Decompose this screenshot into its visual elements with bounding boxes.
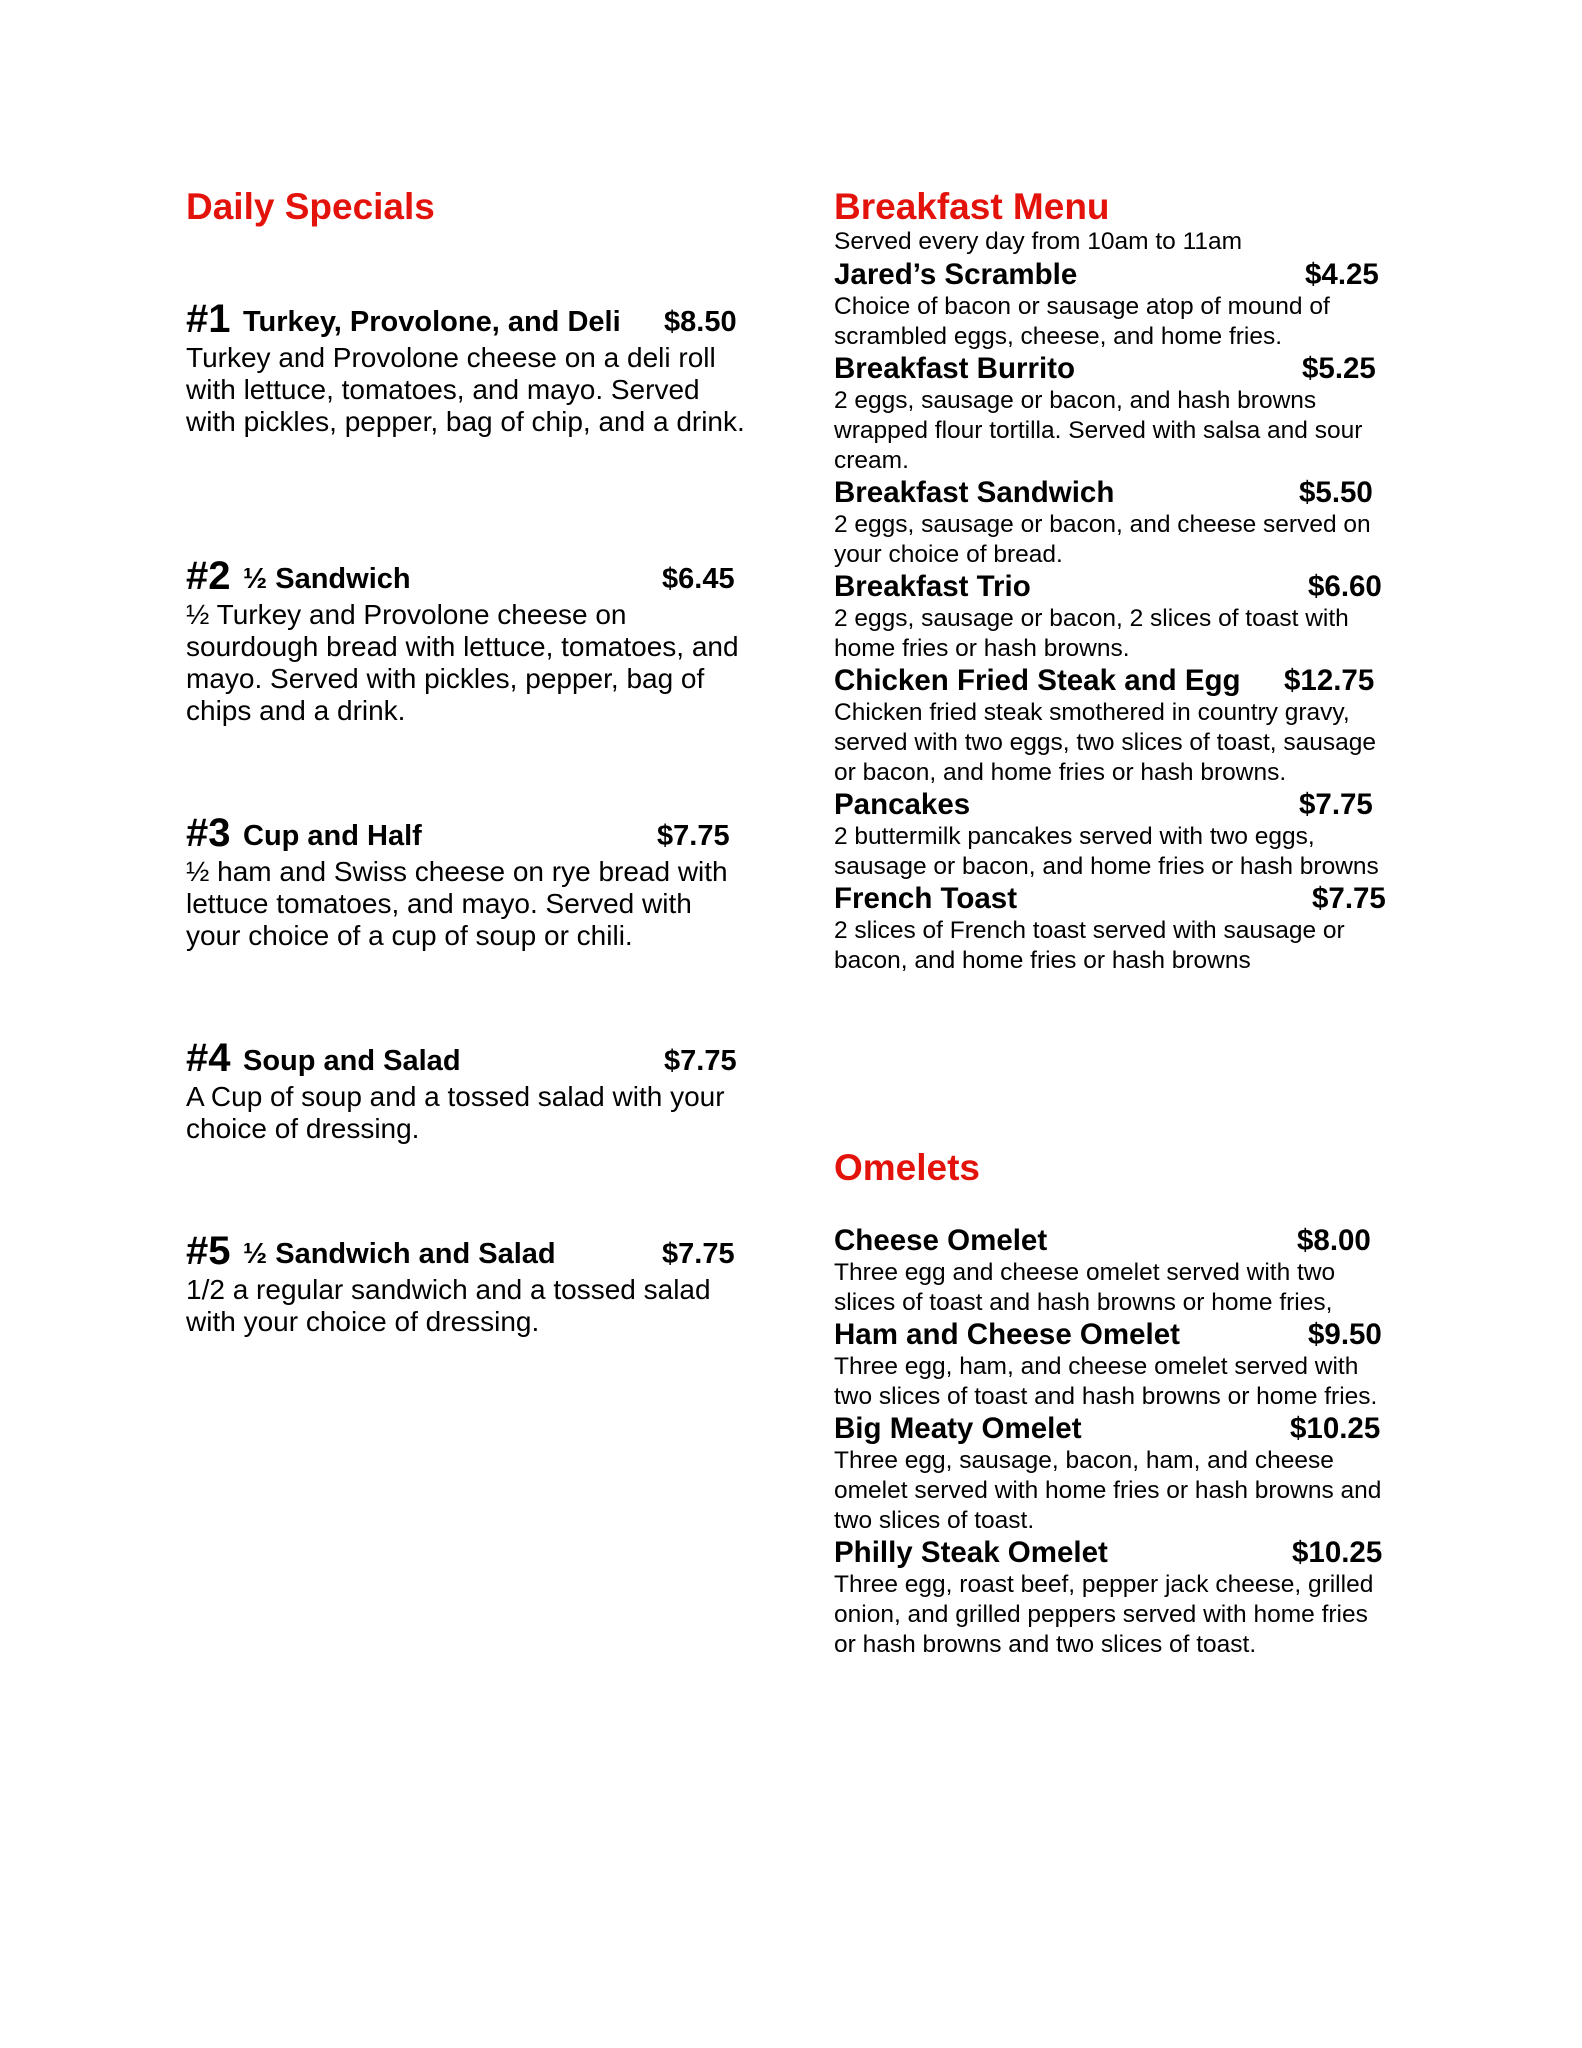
item-description: Three egg, sausage, bacon, ham, and cheese omelet served with home fries or hash browns and two slices of toast. [834, 1447, 1382, 1534]
menu-item [834, 570, 1404, 664]
item-price: $5.50 [1299, 476, 1373, 509]
menu-item [834, 882, 1404, 976]
special-number: #3 [186, 811, 231, 855]
special-name: ½ Sandwich and Salad [243, 1238, 556, 1270]
item-name: Ham and Cheese Omelet [834, 1318, 1180, 1351]
special-name: Soup and Salad [243, 1045, 461, 1077]
breakfast-hours-note: Served every day from 10am to 11am [834, 228, 1243, 255]
special-description: ½ ham and Swiss cheese on rye bread with lettuce tomatoes, and mayo. Served with your choice of a cup of soup or chili. [186, 856, 728, 951]
special-number: #5 [186, 1229, 231, 1273]
item-name: Breakfast Sandwich [834, 476, 1115, 509]
special-item-1 [186, 298, 746, 438]
item-name: Jared’s Scramble [834, 258, 1078, 291]
special-price: $8.50 [664, 306, 737, 338]
special-name: Cup and Half [243, 820, 422, 852]
special-description: Turkey and Provolone cheese on a deli roll with lettuce, tomatoes, and mayo. Served with pickles, pepper, bag of chip, and a drink. [186, 342, 745, 437]
menu-item [834, 1536, 1404, 1660]
item-price: $7.75 [1299, 788, 1373, 821]
menu-item [834, 352, 1404, 476]
item-price: $10.25 [1290, 1412, 1381, 1445]
item-name: French Toast [834, 882, 1018, 915]
item-name: Big Meaty Omelet [834, 1412, 1082, 1445]
special-description: A Cup of soup and a tossed salad with your choice of dressing. [186, 1081, 725, 1144]
item-price: $12.75 [1284, 664, 1375, 697]
special-price: $7.75 [664, 1045, 737, 1077]
item-description: 2 eggs, sausage or bacon, and hash browns wrapped flour tortilla. Served with salsa and sour cream. [834, 387, 1363, 474]
special-number: #4 [186, 1036, 231, 1080]
special-description: ½ Turkey and Provolone cheese on sourdough bread with lettuce, tomatoes, and mayo. Served with pickles, pepper, bag of chips and a drink. [186, 599, 739, 726]
omelets-list [834, 1224, 1404, 1660]
item-price: $9.50 [1308, 1318, 1382, 1351]
special-name: Turkey, Provolone, and Deli [243, 306, 621, 338]
menu-item [834, 664, 1404, 788]
menu-item [834, 1224, 1404, 1318]
item-name: Breakfast Burrito [834, 352, 1075, 385]
item-price: $6.60 [1308, 570, 1382, 603]
item-description: Three egg, roast beef, pepper jack cheese, grilled onion, and grilled peppers served with home fries or hash browns and two slices of toast. [834, 1571, 1374, 1658]
special-price: $7.75 [657, 820, 730, 852]
item-description: 2 buttermilk pancakes served with two eggs, sausage or bacon, and home fries or hash browns [834, 823, 1379, 880]
special-description: 1/2 a regular sandwich and a tossed salad with your choice of dressing. [186, 1274, 711, 1337]
menu-item [834, 258, 1404, 352]
special-item-2 [186, 555, 746, 727]
item-name: Pancakes [834, 788, 971, 821]
special-item-3 [186, 812, 746, 952]
special-item-4 [186, 1037, 746, 1145]
item-name: Breakfast Trio [834, 570, 1031, 603]
item-name: Philly Steak Omelet [834, 1536, 1108, 1569]
breakfast-menu-title: Breakfast Menu [834, 186, 1110, 227]
item-description: Three egg and cheese omelet served with two slices of toast and hash browns or home fries, [834, 1259, 1336, 1316]
special-price: $7.75 [662, 1238, 735, 1270]
item-description: Three egg, ham, and cheese omelet served with two slices of toast and hash browns or home fries. [834, 1353, 1378, 1410]
item-description: 2 eggs, sausage or bacon, and cheese served on your choice of bread. [834, 511, 1371, 568]
special-number: #1 [186, 297, 231, 341]
special-number: #2 [186, 554, 231, 598]
menu-item [834, 476, 1404, 570]
special-name: ½ Sandwich [243, 563, 411, 595]
menu-item [834, 1412, 1404, 1536]
item-price: $4.25 [1305, 258, 1379, 291]
item-price: $5.25 [1302, 352, 1376, 385]
special-price: $6.45 [662, 563, 735, 595]
item-description: 2 eggs, sausage or bacon, 2 slices of toast with home fries or hash browns. [834, 605, 1349, 662]
item-description: Choice of bacon or sausage atop of mound of scrambled eggs, cheese, and home fries. [834, 293, 1330, 350]
item-name: Cheese Omelet [834, 1224, 1048, 1257]
menu-item [834, 1318, 1404, 1412]
daily-specials-title: Daily Specials [186, 186, 435, 227]
omelets-title: Omelets [834, 1147, 981, 1188]
item-price: $10.25 [1292, 1536, 1383, 1569]
item-description: Chicken fried steak smothered in country gravy, served with two eggs, two slices of toast, sausage or bacon, and home fries or hash browns. [834, 699, 1376, 786]
item-price: $7.75 [1312, 882, 1386, 915]
item-name: Chicken Fried Steak and Egg [834, 664, 1241, 697]
item-description: 2 slices of French toast served with sausage or bacon, and home fries or hash browns [834, 917, 1345, 974]
menu-item [834, 788, 1404, 882]
item-price: $8.00 [1297, 1224, 1371, 1257]
breakfast-list [834, 258, 1404, 976]
special-item-5 [186, 1230, 746, 1338]
